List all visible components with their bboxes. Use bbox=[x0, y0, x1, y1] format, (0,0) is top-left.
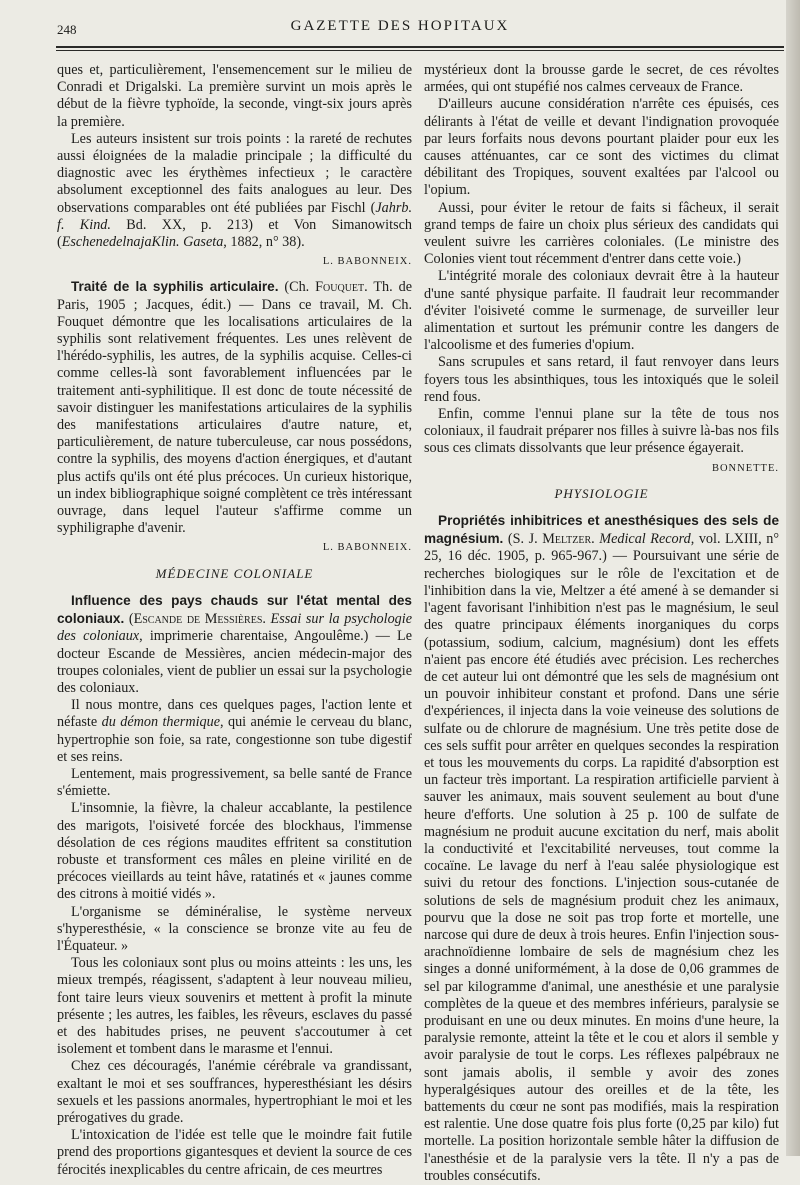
author: Fouquet bbox=[315, 279, 365, 296]
paragraph: Enfin, comme l'ennui plane sur la tête de tous nos coloniaux, il faudrait préparer nos filles à suivre là-bas nos fils sous ces climats dissolvants que leur présence égayerait. bbox=[424, 406, 779, 457]
author: Escande de Messières bbox=[133, 611, 263, 628]
text: Les auteurs insistent sur trois points : la rareté de rechutes aussi éloignées de la maladie principale ; la difficulté du diagnostic avec les érythèmes infectieux ; le caractère absolument exceptionnel des faits analogues au leur. Des observations comparables ont été publiées par Fischl ( bbox=[57, 130, 412, 216]
article-title: Propriétés inhibitrices et anesthésiques des sels de magnésium. bbox=[424, 513, 779, 547]
paragraph: L'intoxication de l'idée est telle que le moindre fait futile prend des proportions gigantesques et devient la source de ces férocités inexplicables du centre africain, de ces meurtres bbox=[57, 1127, 412, 1178]
article-paragraph bbox=[57, 592, 412, 697]
text: Bd. XX, p. 213) et Von Simanowitsch ( bbox=[57, 216, 412, 251]
signature: L. BABONNEIX. bbox=[322, 256, 412, 268]
paragraph bbox=[57, 131, 412, 251]
left-column bbox=[57, 62, 412, 1179]
article-paragraph bbox=[57, 278, 412, 537]
header-rule-thin bbox=[56, 50, 784, 51]
text: . bbox=[262, 611, 271, 628]
paragraph: Chez ces découragés, l'anémie cérébrale va grandissant, exaltant le moi et ses souffrances, hyperesthésiant les désirs sexuels et les passions anormales, hypertrophiant le moi et les prérogatives du grade. bbox=[57, 1058, 412, 1126]
paragraph bbox=[57, 697, 412, 766]
paragraph: Tous les coloniaux sont plus ou moins atteints : les uns, les mieux trempés, réagissent, s'adaptent à leur nouveau milieu, font taire leurs vieux souvenirs et mettent à profit la minute présente ; les autres, les faibles, les rêveurs, esclaves du passé et des habitudes prises, ne peuvent s'accoutumer à cet isolement et tombent dans le marasme et l'ennui. bbox=[57, 955, 412, 1058]
signature: L. BABONNEIX. bbox=[322, 542, 412, 554]
text: , qui anémie le cerveau du blanc, hypertrophie son foie, sa rate, congestionne son tube digestif et ses reins. bbox=[57, 714, 412, 765]
section-heading: PHYSIOLOGIE bbox=[554, 485, 649, 501]
page-edge bbox=[786, 0, 800, 1156]
paragraph: mystérieux dont la brousse garde le secret, de ces révoltes armées, qui ont stupéfié nos calmes cerveaux de France. bbox=[424, 62, 779, 96]
paragraph: Sans scrupules et sans retard, il faut renvoyer dans leurs foyers tous les absinthiques, tous les intoxiqués que le soleil rend fous. bbox=[424, 354, 779, 405]
text: ( bbox=[124, 611, 134, 628]
text: (S. J. bbox=[503, 531, 543, 548]
article-title: Influence des pays chauds sur l'état mental des coloniaux. bbox=[57, 592, 412, 627]
citation: EschenedelnajaKlin. Gaseta bbox=[61, 234, 224, 251]
text: , imprimerie charentaise, Angoulême.) — Le docteur Escande de Messières, ancien médecin-major des troupes coloniales, vient de publier un essai sur la psychologie des coloniaux. bbox=[57, 628, 412, 696]
citation: Jahrb. f. Kind. bbox=[57, 199, 412, 233]
paragraph: L'intégrité morale des coloniaux devrait être à la hauteur d'une santé physique parfaite. Il faudrait leur recommander d'éviter l'oisiveté comme le surmenage, de surveiller leur alimentation et surtout les prémunir contre les dangers de l'alcoolisme et des fumeries d'opium. bbox=[424, 268, 779, 354]
text: . bbox=[591, 531, 600, 548]
paragraph: Lentement, mais progressivement, sa belle santé de France s'émiette. bbox=[57, 765, 412, 800]
text: , vol. LXIII, n° 25, 16 déc. 1905, p. 965-967.) — Poursuivant une série de recherches biologiques sur le rôle de l'excitation et de l'inhibition dans la vie, Meltzer a été amené à se demander si l'agent favorisant l'inhibition n'est pas le magnésium, le seul des quatre principaux éléments inorganiques du corps (potassium, sodium, calcium, magnésium) dont les effets n'aient pas encore été étudiés avec précision. Les recherches de cet auteur lui ont démontré que les sels de magnésium ont un pouvoir inhibiteur constant et profond. Dans une série d'expériences, il injecta dans la voie veineuse des solutions de sulfate ou de chlorure de magnésium. Une très petite dose de ces sels suffit pour arrêter en quelques secondes la respiration et tous les mouvements du corps. La rapidité d'absorption est un facteur très important. La respiration artificielle parvient à sauver les animaux, mais souvent seulement au bout d'une heure d'efforts. Une solution à 25 p. 100 de sulfate de magnésium ne produit aucune excitation du nerf, mais abolit la conductivité et l'excitabilité nerveuses, tout comme la cocaïne. Le lavage du nerf à l'eau salée physiologique est suivi du retour des fonctions. L'injection sous-cutanée de solutions de sels de magnésium produit chez les animaux, pourvu que la dose ne soit pas trop forte et mortelle, une narcose qui dure de deux à trois heures. Enfin l'injection sous-arachnoïdienne lombaire de sels de magnésium chez les singes a donné uniformément, à la dose de 0,06 grammes de sel par kilogramme d'animal, une anesthésie et une paralysie complètes de la queue et des membres inférieurs, paralysie se produisant en une ou deux minutes. En moins d'une heure, la paralysie remonte, atteint la tête et le cou et alors il semble y avoir paralysie de tout le corps. Les réflexes palpébraux ne sont jamais abolis, il semble y avoir des zones hyperalgésiques autour des oreilles et de la tête, les battements du cœur ne sont pas modifiés, mais la respiration est ralentie. Une dose quatre fois plus forte (0,25 par kilo) fut mortelle. La position horizontale semble hâter la diffusion de l'anesthésie et de la paralysie vers la tête. Il n'y a pas de troubles consécutifs. bbox=[424, 531, 780, 1184]
paragraph: L'insomnie, la fièvre, la chaleur accablante, la pestilence des marigots, l'oisiveté forcée des blockhaus, l'immense désolation de ces régions maudites effritent sa constitution robuste et transforment ces mâles en pleine virilité en de précoces vieillards au teint hâve, ratatinés et « jaunes comme des citrons à moitié vidés ». bbox=[57, 800, 412, 903]
emphasis: du démon thermique bbox=[101, 714, 220, 731]
article-title: Traité de la syphilis articulaire. bbox=[71, 279, 279, 295]
text: (Ch. bbox=[278, 279, 316, 296]
citation: Essai sur la psychologie des coloniaux bbox=[57, 611, 412, 645]
paragraph: ques et, particulièrement, l'ensemencement sur le milieu de Conradi et Drigalski. La première survint un mois après le début de la fièvre typhoïde, la seconde, vingt-six jours après la première. bbox=[57, 62, 412, 130]
paragraph: L'organisme se déminéralise, le système nerveux s'hyperesthésie, « la conscience se bronze vite au feu de l'Équateur. » bbox=[57, 903, 412, 954]
header-rule bbox=[56, 46, 784, 48]
running-title: GAZETTE DES HOPITAUX bbox=[290, 18, 510, 34]
paragraph: D'ailleurs aucune considération n'arrête ces épuisés, ces délirants à l'état de veille et devant l'indignation provoquée par leurs forfaits nous devons pourtant plaider pour eux les causes atténuantes, car ce sont des victimes du climat débilitant des Tropiques, souvent exaltées par l'alcool ou l'opium. bbox=[424, 96, 779, 199]
text: . Th. de Paris, 1905 ; Jacques, édit.) — Dans ce travail, M. Ch. Fouquet démontre que les localisations articulaires de la syphilis sont relativement fréquentes. Les unes relèvent de l'hérédo-syphilis, les autres, de la syphilis acquise. Celles-ci comme celles-là sont favorablement influencées par le traitement anti-syphilitique. Il est donc de toute nécessité de savoir distinguer les manifestations articulaires de la syphilis des manifestations articulaires d'autre nature, et, particulièrement, de nature tuberculeuse, car nous possédons, contre la syphilis, des moyens d'action énergiques, et d'autant plus actifs qu'ils ont été plus précoces. Un curieux historique, un index bibliographique soigné complètent ce très intéressant ouvrage, dans lequel l'auteur s'affirme comme un syphiligraphe d'avenir. bbox=[57, 279, 412, 537]
section-heading: MÉDECINE COLONIALE bbox=[155, 565, 314, 581]
paragraph: Aussi, pour éviter le retour de faits si fâcheux, il serait grand temps de faire un choix plus sérieux des candidats qui veulent suivre les carrières coloniales. (Le ministre des Colonies vient tout récemment d'entrer dans cette voie.) bbox=[424, 199, 779, 268]
author: Meltzer bbox=[542, 531, 592, 548]
article-paragraph bbox=[424, 512, 779, 1185]
page-number: 248 bbox=[57, 22, 77, 37]
right-column bbox=[424, 62, 779, 1185]
citation: Medical Record bbox=[599, 531, 691, 548]
text: Il nous montre, dans ces quelques pages, l'action lente et néfaste bbox=[57, 697, 412, 731]
signature: BONNETTE. bbox=[711, 462, 779, 474]
text: , 1882, n° 38). bbox=[223, 234, 305, 251]
